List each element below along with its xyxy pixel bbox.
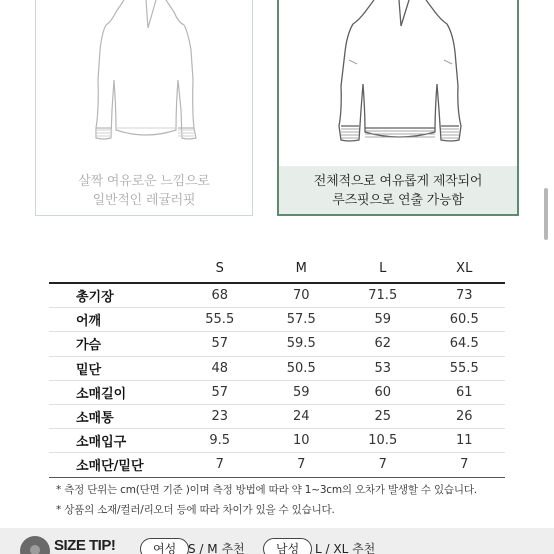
- size-table: [49, 258, 505, 478]
- measurement-value: 57: [179, 380, 261, 404]
- size-table-row: [49, 380, 505, 404]
- measurement-value: 62: [342, 332, 424, 356]
- male-chip: 남성: [263, 538, 312, 554]
- measurement-value: 59: [342, 308, 424, 332]
- measurement-value: 7: [342, 453, 424, 477]
- measurement-label: 소매길이: [49, 380, 179, 404]
- measurement-value: 7: [179, 453, 261, 477]
- measurement-value: 68: [179, 283, 261, 308]
- measurement-value: 59.5: [261, 332, 343, 356]
- scrollbar[interactable]: [544, 188, 548, 240]
- size-table-row: [49, 453, 505, 477]
- fit-card-regular: [35, 0, 253, 216]
- male-recommendation: L / XL 추천: [315, 542, 376, 554]
- measurement-value: 10: [261, 429, 343, 453]
- measurement-value: 60.5: [424, 308, 506, 332]
- size-table-row: [49, 283, 505, 308]
- measurement-value: 10.5: [342, 429, 424, 453]
- size-table-corner: [49, 258, 179, 283]
- note-line: * 측정 단위는 cm(단면 기준 )이며 측정 방법에 따라 약 1~3cm의 오차가 발생할 수 있습니다.: [56, 484, 477, 496]
- fit-card-loose: [277, 0, 519, 216]
- measurement-value: 26: [424, 404, 506, 428]
- size-tip-bar: [0, 528, 554, 554]
- measurement-value: 23: [179, 404, 261, 428]
- measurement-label: 소매입구: [49, 429, 179, 453]
- measurement-label: 어깨: [49, 308, 179, 332]
- measurement-value: 73: [424, 283, 506, 308]
- size-table-row: [49, 429, 505, 453]
- measurement-value: 70: [261, 283, 343, 308]
- size-table-row: [49, 404, 505, 428]
- female-recommendation: S / M 추천: [188, 542, 245, 554]
- caption-line: 일반적인 레귤러핏: [92, 193, 196, 208]
- measurement-label: 소매통: [49, 404, 179, 428]
- size-notes: [56, 480, 477, 520]
- size-column-header: M: [261, 258, 343, 283]
- measurement-label: 총기장: [49, 283, 179, 308]
- size-column-header: L: [342, 258, 424, 283]
- measurement-label: 가슴: [49, 332, 179, 356]
- size-table-header: [49, 258, 505, 283]
- measurement-value: 24: [261, 404, 343, 428]
- measurement-value: 64.5: [424, 332, 506, 356]
- note-line: * 상품의 소재/컬러/리오더 등에 따라 차이가 있을 수 있습니다.: [56, 504, 335, 516]
- size-table-row: [49, 356, 505, 380]
- size-tip-title: SIZE TIP!: [54, 537, 116, 554]
- measurement-value: 60: [342, 380, 424, 404]
- caption-line: 전체적으로 여유롭게 제작되어: [313, 174, 483, 189]
- measurement-value: 57: [179, 332, 261, 356]
- avatar[interactable]: [20, 536, 50, 554]
- measurement-value: 53: [342, 356, 424, 380]
- loose-fit-caption: [279, 172, 517, 210]
- size-column-header: S: [179, 258, 261, 283]
- caption-line: 살짝 여유로운 느낌으로: [78, 174, 210, 189]
- measurement-value: 55.5: [179, 308, 261, 332]
- measurement-value: 71.5: [342, 283, 424, 308]
- measurement-value: 48: [179, 356, 261, 380]
- measurement-value: 57.5: [261, 308, 343, 332]
- measurement-value: 50.5: [261, 356, 343, 380]
- measurement-value: 61: [424, 380, 506, 404]
- measurement-value: 25: [342, 404, 424, 428]
- caption-line: 루즈핏으로 연출 가능함: [332, 193, 464, 208]
- regular-fit-caption: [36, 172, 252, 210]
- female-chip: 여성: [140, 538, 189, 554]
- measurement-label: 소매단/밑단: [49, 453, 179, 477]
- measurement-label: 밑단: [49, 356, 179, 380]
- measurement-value: 55.5: [424, 356, 506, 380]
- loose-fit-sweatshirt-icon: [279, 0, 521, 166]
- measurement-value: 7: [424, 453, 506, 477]
- measurement-value: 11: [424, 429, 506, 453]
- size-column-header: XL: [424, 258, 506, 283]
- size-table-row: [49, 332, 505, 356]
- size-table-row: [49, 308, 505, 332]
- regular-fit-sweatshirt-icon: [36, 0, 254, 170]
- measurement-value: 59: [261, 380, 343, 404]
- measurement-value: 9.5: [179, 429, 261, 453]
- measurement-value: 7: [261, 453, 343, 477]
